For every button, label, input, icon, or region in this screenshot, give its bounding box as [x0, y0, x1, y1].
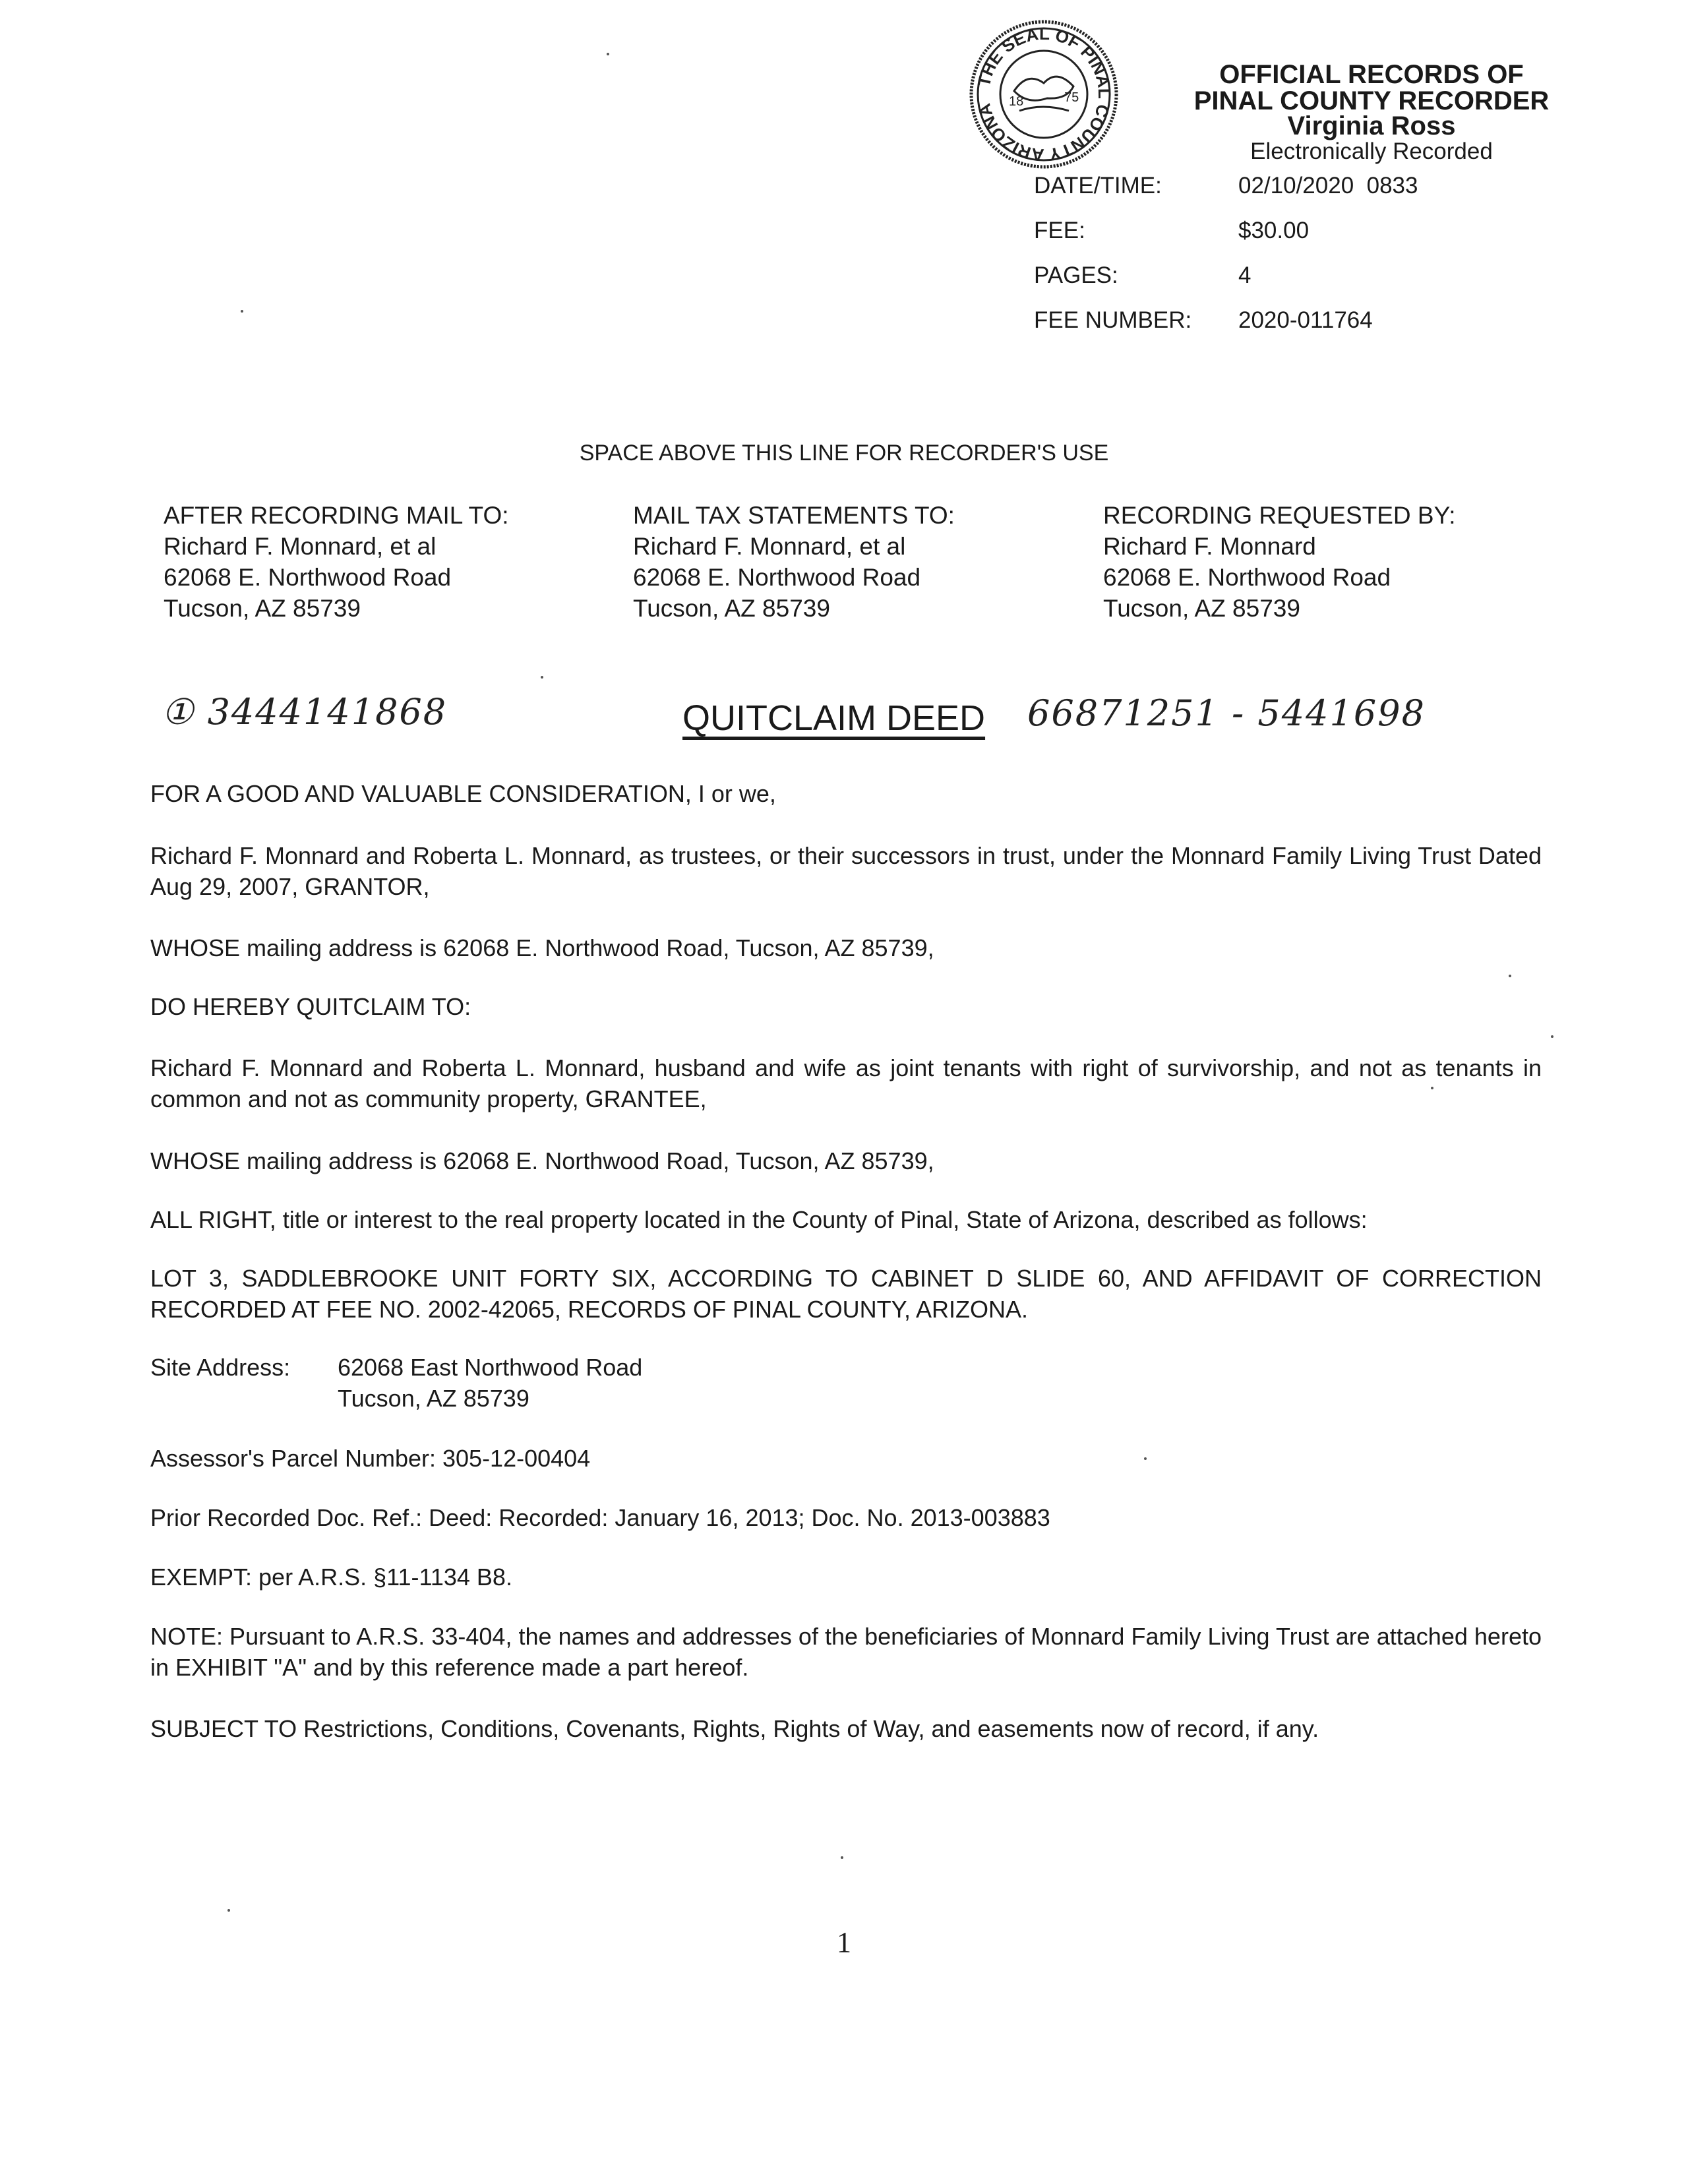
- site-address-line: Tucson, AZ 85739: [338, 1385, 529, 1412]
- recorder-name: Virginia Ross: [1287, 111, 1456, 140]
- scan-speck: [1431, 1087, 1433, 1089]
- recording-value: $30.00: [1238, 218, 1310, 243]
- handwritten-number-right: 66871251 - 5441698: [1027, 692, 1426, 734]
- address-line: Richard F. Monnard, et al: [633, 533, 906, 560]
- recording-value: 02/10/2020 0833: [1238, 173, 1418, 198]
- recording-row-fee: [1034, 218, 1449, 262]
- scan-speck: [1144, 1457, 1147, 1460]
- grantee-address: WHOSE mailing address is 62068 E. Northwood Road, Tucson, AZ 85739,: [150, 1147, 934, 1174]
- recording-row-pages: [1034, 262, 1449, 307]
- grantor-paragraph: Richard F. Monnard and Roberta L. Monnard, as trustees, or their successors in trust, under the Monnard Family Living Trust Dated Aug 29, 2007, GRANTOR,: [150, 842, 1542, 900]
- tax-statements-block: [633, 500, 955, 624]
- recorder-use-line: SPACE ABOVE THIS LINE FOR RECORDER'S USE: [579, 440, 1109, 466]
- scan-speck: [541, 676, 543, 679]
- scan-speck: [227, 1909, 230, 1912]
- address-line: 62068 E. Northwood Road: [1103, 564, 1391, 591]
- address-line: Tucson, AZ 85739: [1103, 595, 1300, 622]
- recording-row-fee-number: [1034, 307, 1449, 352]
- consideration-clause: FOR A GOOD AND VALUABLE CONSIDERATION, I or we,: [150, 780, 776, 807]
- address-line: 62068 E. Northwood Road: [164, 564, 452, 591]
- address-heading: MAIL TAX STATEMENTS TO:: [633, 502, 955, 529]
- grantee-paragraph: Richard F. Monnard and Roberta L. Monnard, husband and wife as joint tenants with right of survivorship, and not as tenants in common and not as community property, GRANTEE,: [150, 1054, 1542, 1112]
- address-heading: RECORDING REQUESTED BY:: [1103, 502, 1456, 529]
- recording-value: 2020-011764: [1238, 307, 1373, 333]
- subject-to-clause: SUBJECT TO Restrictions, Conditions, Covenants, Rights, Rights of Way, and easements now of record, if any.: [150, 1715, 1319, 1742]
- scan-speck: [241, 310, 243, 313]
- recording-info-table: [1034, 173, 1449, 352]
- grantor-address: WHOSE mailing address is 62068 E. Northwood Road, Tucson, AZ 85739,: [150, 934, 934, 961]
- seal-year-right: 75: [1064, 90, 1079, 105]
- prior-recorded-reference: Prior Recorded Doc. Ref.: Deed: Recorded: January 16, 2013; Doc. No. 2013-003883: [150, 1504, 1050, 1531]
- handwritten-number-left: ① 3444141868: [162, 691, 448, 733]
- page-number: 1: [837, 1926, 851, 1958]
- seal-ring-text: THE SEAL OF PINAL COUNTY ARIZONA: [973, 23, 1115, 166]
- site-address-label: Site Address:: [150, 1354, 291, 1381]
- recording-label: FEE:: [1034, 218, 1085, 243]
- address-line: Tucson, AZ 85739: [164, 595, 361, 622]
- recording-value: 4: [1238, 262, 1251, 288]
- seal-year-left: 18: [1009, 94, 1024, 109]
- site-address-line: 62068 East Northwood Road: [338, 1354, 643, 1381]
- scan-speck: [1551, 1035, 1553, 1038]
- address-heading: AFTER RECORDING MAIL TO:: [164, 502, 509, 529]
- address-line: Richard F. Monnard, et al: [164, 533, 437, 560]
- address-line: Tucson, AZ 85739: [633, 595, 830, 622]
- address-line: 62068 E. Northwood Road: [633, 564, 921, 591]
- scan-speck: [607, 53, 609, 55]
- recording-requested-block: [1103, 500, 1456, 624]
- scan-speck: [841, 1856, 843, 1859]
- svg-text:THE SEAL OF PINAL COUNTY ARIZO: [974, 24, 1114, 165]
- assessor-parcel-number: Assessor's Parcel Number: 305-12-00404: [150, 1445, 591, 1472]
- recorded-mode: Electronically Recorded: [1250, 138, 1493, 164]
- quitclaim-to: DO HEREBY QUITCLAIM TO:: [150, 993, 471, 1020]
- recorder-title-line1: OFFICIAL RECORDS OF: [1219, 60, 1524, 89]
- recording-label: PAGES:: [1034, 262, 1118, 288]
- after-recording-block: [164, 500, 509, 624]
- address-line: Richard F. Monnard: [1103, 533, 1316, 560]
- recording-row-datetime: [1034, 173, 1449, 218]
- note-paragraph: NOTE: Pursuant to A.R.S. 33-404, the names and addresses of the beneficiaries of Monnard Family Living Trust are attached hereto in EXHIBIT "A" and by this reference made a part hereof.: [150, 1623, 1542, 1681]
- county-seal-icon: [968, 18, 1120, 170]
- exempt-statement: EXEMPT: per A.R.S. §11-1134 B8.: [150, 1563, 512, 1591]
- document-title: QUITCLAIM DEED: [682, 698, 986, 738]
- recording-label: DATE/TIME:: [1034, 173, 1162, 198]
- all-right-clause: ALL RIGHT, title or interest to the real property located in the County of Pinal, State of Arizona, described as follows:: [150, 1206, 1368, 1233]
- scan-speck: [1509, 975, 1511, 977]
- recording-label: FEE NUMBER:: [1034, 307, 1192, 333]
- site-address-value: [338, 1352, 642, 1414]
- recorder-title-line2: PINAL COUNTY RECORDER: [1193, 86, 1550, 115]
- legal-description: LOT 3, SADDLEBROOKE UNIT FORTY SIX, ACCORDING TO CABINET D SLIDE 60, AND AFFIDAVIT OF CORRECTION RECORDED AT FEE NO. 2002-42065, RECORDS OF PINAL COUNTY, ARIZONA.: [150, 1265, 1542, 1323]
